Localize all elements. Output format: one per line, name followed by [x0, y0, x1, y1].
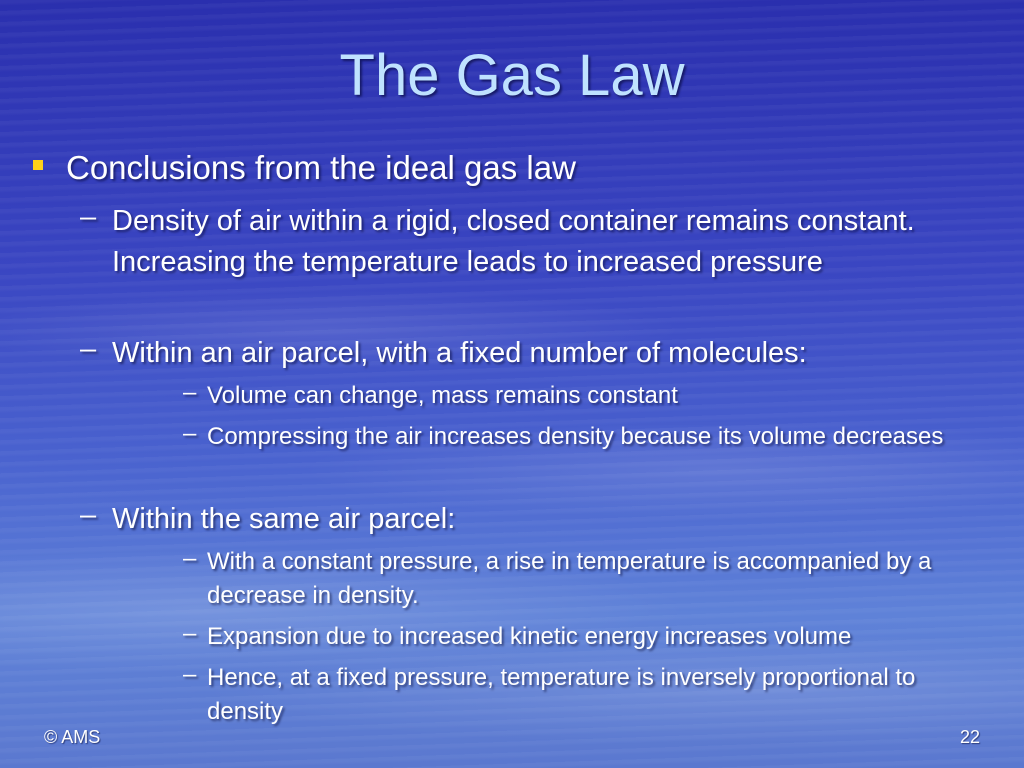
slide-title: The Gas Law [339, 43, 685, 108]
footer-copyright: © AMS [44, 727, 101, 747]
bullet-air-parcel: Within an air parcel, with a fixed number of molecules: [112, 337, 807, 369]
bullet-same-parcel: Within the same air parcel: [112, 503, 456, 535]
dash-bullet: – [80, 499, 97, 531]
dash-bullet: – [183, 545, 197, 572]
sub-bullet-volume: Volume can change, mass remains constant [207, 382, 678, 409]
slide-number: 22 [959, 727, 980, 747]
bullet-density: Density of air within a rigid, closed container remains constant. Increasing the temperature leads to increased pressure [112, 205, 915, 278]
sub-bullet-compressing: Compressing the air increases density because its volume decreases [207, 423, 944, 450]
sub-bullet-constant-pressure: With a constant pressure, a rise in temperature is accompanied by a decrease in density. [207, 548, 932, 609]
dash-bullet: – [183, 661, 197, 688]
sub-bullet-hence: Hence, at a fixed pressure, temperature is inversely proportional to density [207, 664, 916, 725]
square-bullet-icon [33, 160, 43, 170]
dash-bullet: – [183, 420, 197, 447]
dash-bullet: – [80, 333, 97, 365]
sub-bullet-expansion: Expansion due to increased kinetic energy increases volume [207, 623, 852, 650]
dash-bullet: – [80, 201, 97, 233]
dash-bullet: – [183, 379, 197, 406]
bullet-level1: Conclusions from the ideal gas law [66, 149, 576, 186]
dash-bullet: – [183, 620, 197, 647]
